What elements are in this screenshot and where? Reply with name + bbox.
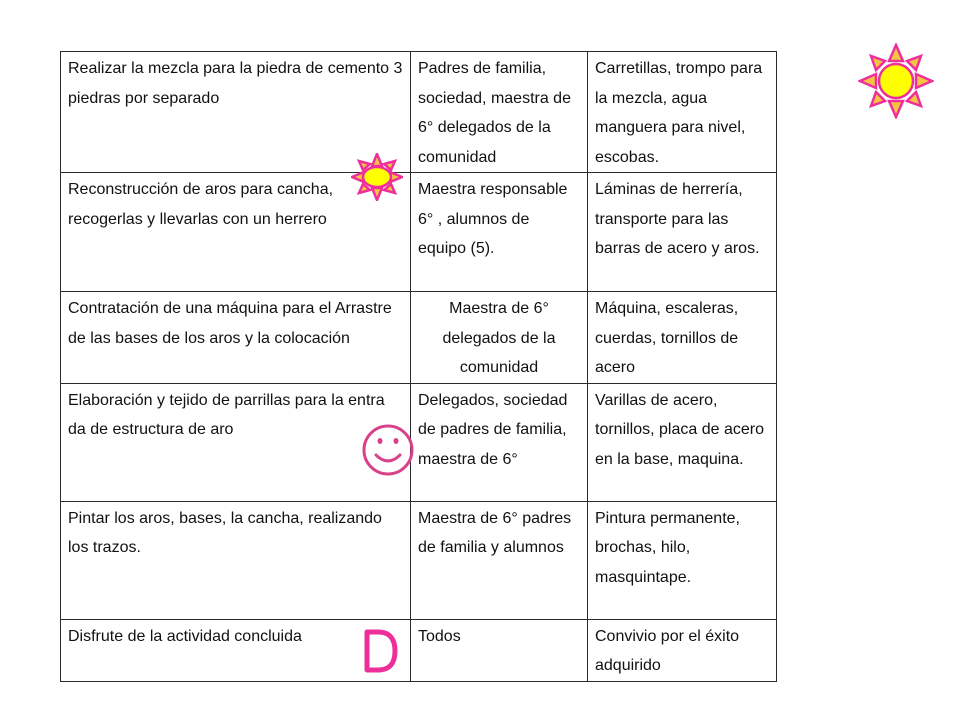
responsible-cell: Maestra responsable 6° , alumnos de equipo (5). — [411, 173, 588, 292]
resources-cell: Máquina, escaleras, cuerdas, tornillos de acero — [588, 292, 777, 384]
table-row — [61, 292, 777, 384]
responsible-cell: Maestra de 6° padres de familia y alumnos — [411, 501, 588, 619]
resources-cell: Convivio por el éxito adquirido — [588, 619, 777, 681]
smiley-face-icon — [362, 422, 414, 478]
responsible-cell: Padres de familia, sociedad, maestra de 6° delegados de la comunidad — [411, 52, 588, 173]
small-sun-icon — [351, 153, 403, 201]
d-shape-icon — [364, 629, 398, 673]
activity-cell: Pintar los aros, bases, la cancha, realizando los trazos. — [61, 501, 411, 619]
activity-cell: Realizar la mezcla para la piedra de cemento 3 piedras por separado — [61, 52, 411, 173]
activity-cell: Elaboración y tejido de parrillas para la entra da de estructura de aro — [61, 383, 411, 501]
activity-cell: Reconstrucción de aros para cancha, recogerlas y llevarlas con un herrero — [61, 173, 411, 292]
responsible-cell: Delegados, sociedad de padres de familia, maestra de 6° — [411, 383, 588, 501]
table-row — [61, 383, 777, 501]
resources-cell: Varillas de acero, tornillos, placa de acero en la base, maquina. — [588, 383, 777, 501]
activity-cell: Disfrute de la actividad concluida — [61, 619, 411, 681]
resources-cell: Pintura permanente, brochas, hilo, masquintape. — [588, 501, 777, 619]
resources-cell: Carretillas, trompo para la mezcla, agua manguera para nivel, escobas. — [588, 52, 777, 173]
table-row — [61, 173, 777, 292]
activity-table — [60, 51, 777, 682]
responsible-cell: Todos — [411, 619, 588, 681]
resources-cell: Láminas de herrería, transporte para las barras de acero y aros. — [588, 173, 777, 292]
table-row — [61, 501, 777, 619]
sun-icon — [858, 43, 934, 119]
table-row — [61, 619, 777, 681]
responsible-cell: Maestra de 6° delegados de la comunidad — [411, 292, 588, 384]
activity-cell: Contratación de una máquina para el Arrastre de las bases de los aros y la colocación — [61, 292, 411, 384]
table-row — [61, 52, 777, 173]
